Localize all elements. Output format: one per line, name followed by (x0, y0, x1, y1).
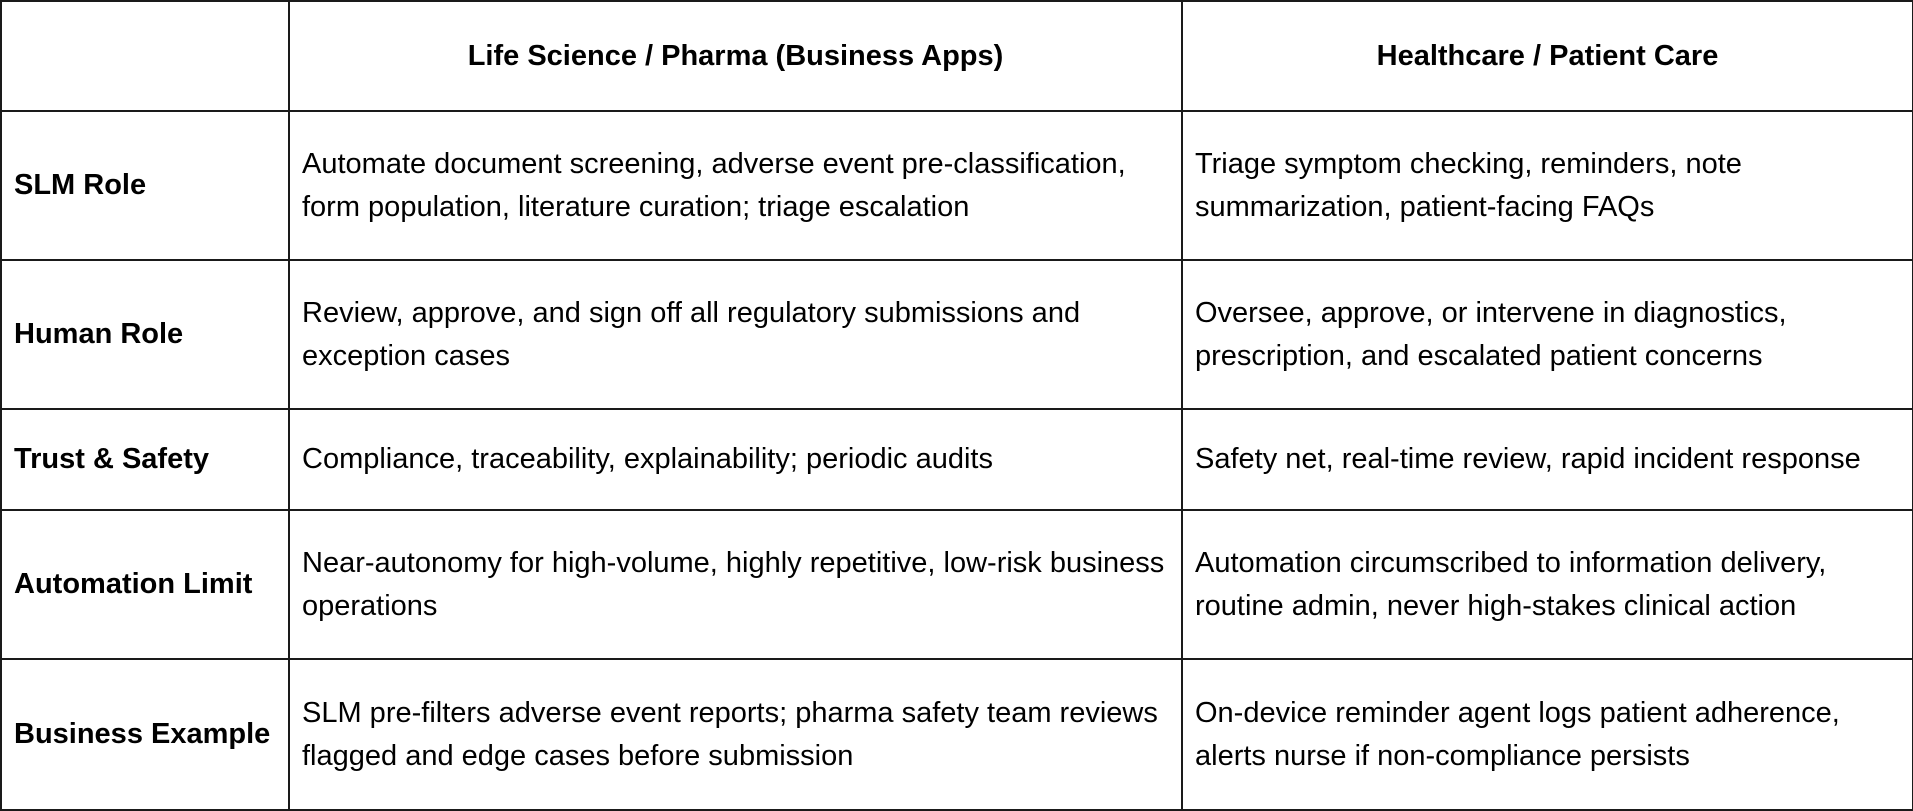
table-row (1, 409, 1913, 510)
header-row (1, 1, 1913, 111)
row-label: Trust & Safety (1, 409, 289, 510)
healthcare-cell: On-device reminder agent logs patient adherence, alerts nurse if non-compliance persists (1182, 659, 1913, 810)
row-label: Human Role (1, 260, 289, 409)
row-label: SLM Role (1, 111, 289, 260)
table-row (1, 111, 1913, 260)
healthcare-cell: Oversee, approve, or intervene in diagnostics, prescription, and escalated patient concerns (1182, 260, 1913, 409)
pharma-cell: SLM pre-filters adverse event reports; pharma safety team reviews flagged and edge cases before submission (289, 659, 1182, 810)
pharma-cell: Review, approve, and sign off all regulatory submissions and exception cases (289, 260, 1182, 409)
header-cell-healthcare: Healthcare / Patient Care (1182, 1, 1913, 111)
healthcare-cell: Automation circumscribed to information delivery, routine admin, never high-stakes clinical action (1182, 510, 1913, 659)
row-label: Business Example (1, 659, 289, 810)
table-row (1, 510, 1913, 659)
row-label: Automation Limit (1, 510, 289, 659)
header-cell-empty (1, 1, 289, 111)
healthcare-cell: Triage symptom checking, reminders, note summarization, patient-facing FAQs (1182, 111, 1913, 260)
pharma-cell: Compliance, traceability, explainability; periodic audits (289, 409, 1182, 510)
table-row (1, 659, 1913, 810)
healthcare-cell: Safety net, real-time review, rapid incident response (1182, 409, 1913, 510)
pharma-cell: Automate document screening, adverse event pre-classification, form population, literature curation; triage escalation (289, 111, 1182, 260)
header-cell-pharma: Life Science / Pharma (Business Apps) (289, 1, 1182, 111)
pharma-cell: Near-autonomy for high-volume, highly repetitive, low-risk business operations (289, 510, 1182, 659)
table-row (1, 260, 1913, 409)
